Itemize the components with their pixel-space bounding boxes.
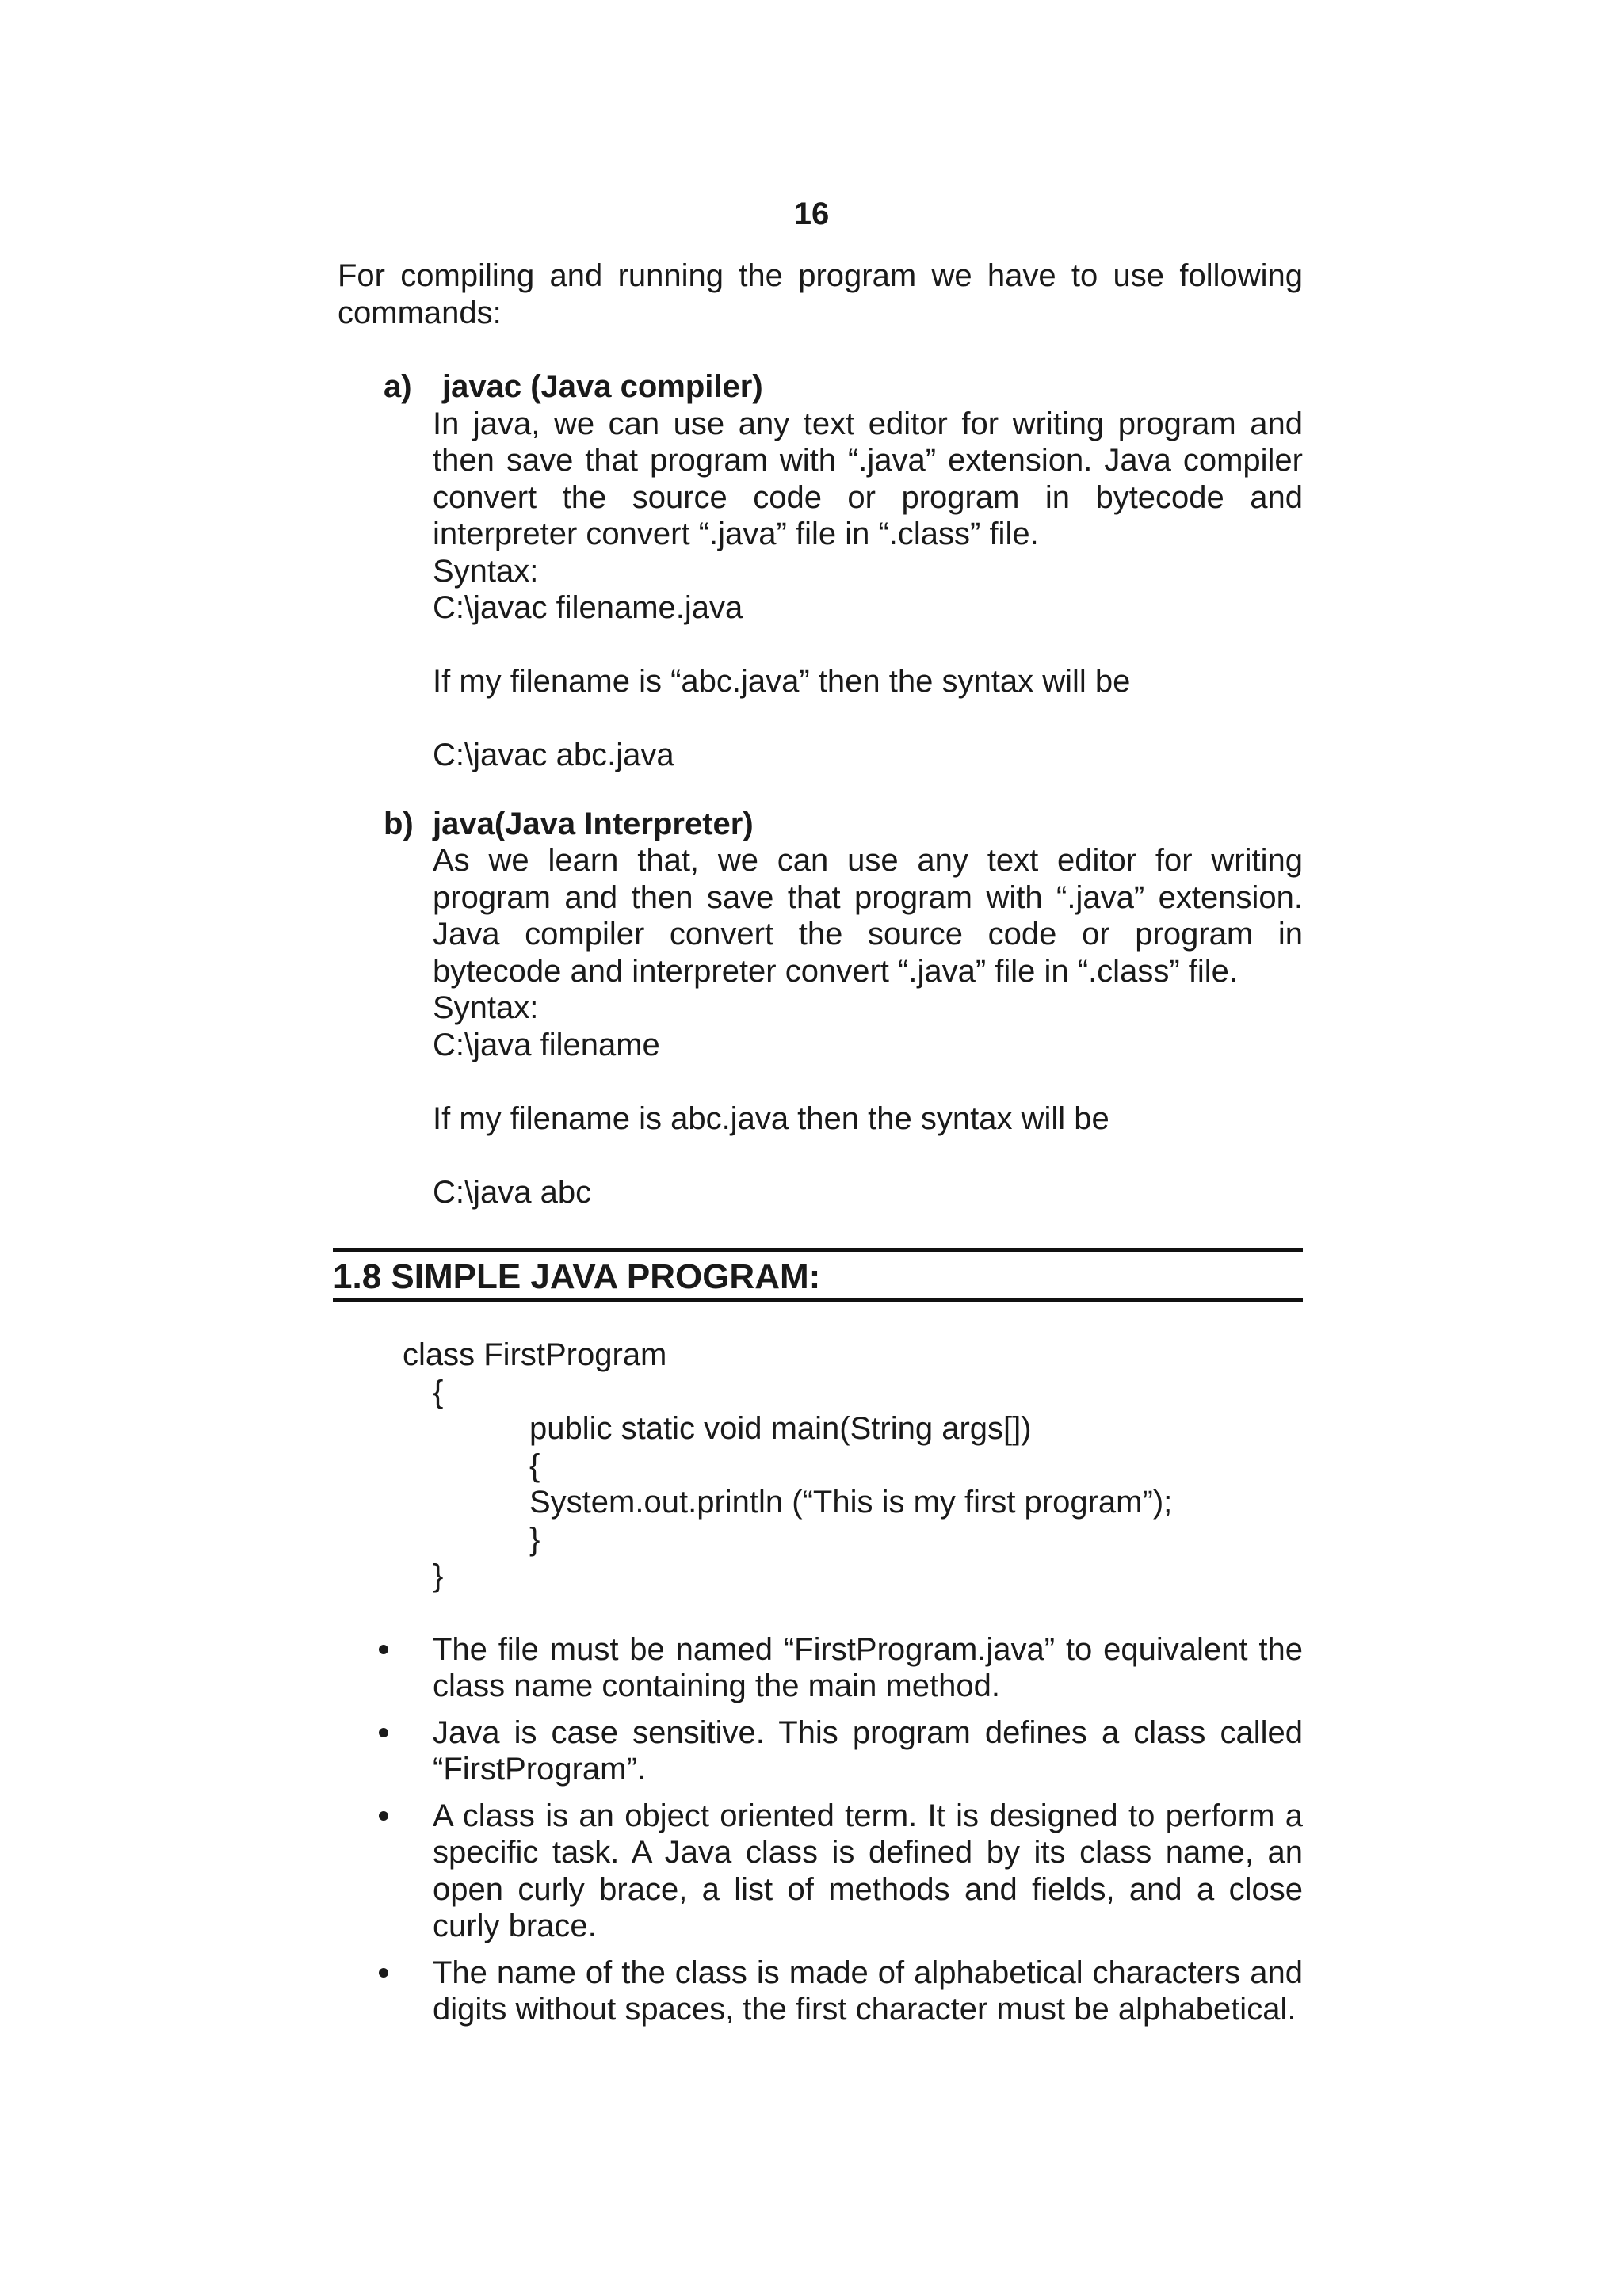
bullet-text: The file must be named “FirstProgram.java” to equivalent the class name containing the main method. [433,1631,1303,1703]
example-command: C:\java abc [433,1174,592,1210]
item-description: As we learn that, we can use any text editor for writing program and then save that program with “.java” extension. Java compiler convert the source code or program in bytecode and interpreter convert “.java” file in “.class” file. [433,843,1303,989]
page-content [333,257,1303,2038]
item-description: In java, we can use any text editor for writing program and then save that program with “.java” extension. Java compiler convert the source code or program in bytecode and interpreter convert “.java” file in “.class” file. [433,406,1303,551]
command-item-javac [338,368,1303,774]
code-line: } [433,1558,444,1593]
code-line: } [529,1521,540,1557]
list-item [338,1714,1303,1788]
bullet-text: The name of the class is made of alphabetical characters and digits without spaces, the first character must be alphabetical. [433,1955,1303,2027]
intro-paragraph: For compiling and running the program we have to use following commands: [338,258,1303,330]
code-line: class FirstProgram [403,1337,667,1372]
bullet-icon [379,1811,388,1821]
syntax-label: Syntax: [433,553,539,589]
section-heading: 1.8 SIMPLE JAVA PROGRAM: [333,1248,1303,1302]
code-line: { [529,1447,540,1483]
list-item [338,1631,1303,1705]
syntax-command: C:\java filename [433,1027,660,1062]
list-item [338,1798,1303,1945]
example-text: If my filename is abc.java then the syntax will be [433,1100,1109,1136]
bullet-text: Java is case sensitive. This program defines a class called “FirstProgram”. [433,1714,1303,1787]
code-line: public static void main(String args[]) [529,1411,1032,1446]
bullet-icon [379,1728,388,1737]
example-command: C:\javac abc.java [433,738,674,772]
item-marker: a) [384,369,412,404]
bullet-icon [379,1645,388,1654]
bullet-list [338,1631,1303,2028]
command-item-java [338,806,1303,1211]
list-item [338,1955,1303,2028]
syntax-command: C:\javac filename.java [433,590,743,625]
code-line: System.out.println (“This is my first program”); [529,1485,1173,1520]
bullet-icon [379,1968,388,1978]
page-number: 16 [793,196,830,231]
code-line: { [433,1374,444,1409]
code-block [338,1337,1303,1595]
item-title: java(Java Interpreter) [433,806,754,841]
item-marker: b) [384,806,414,841]
item-title: javac (Java compiler) [442,369,763,404]
syntax-label: Syntax: [433,990,539,1025]
bullet-text: A class is an object oriented term. It is designed to perform a specific task. A Java class is defined by its class name, an open curly brace, a list of methods and fields, and a close curly brace. [433,1798,1303,1943]
example-text: If my filename is “abc.java” then the syntax will be [433,664,1131,699]
